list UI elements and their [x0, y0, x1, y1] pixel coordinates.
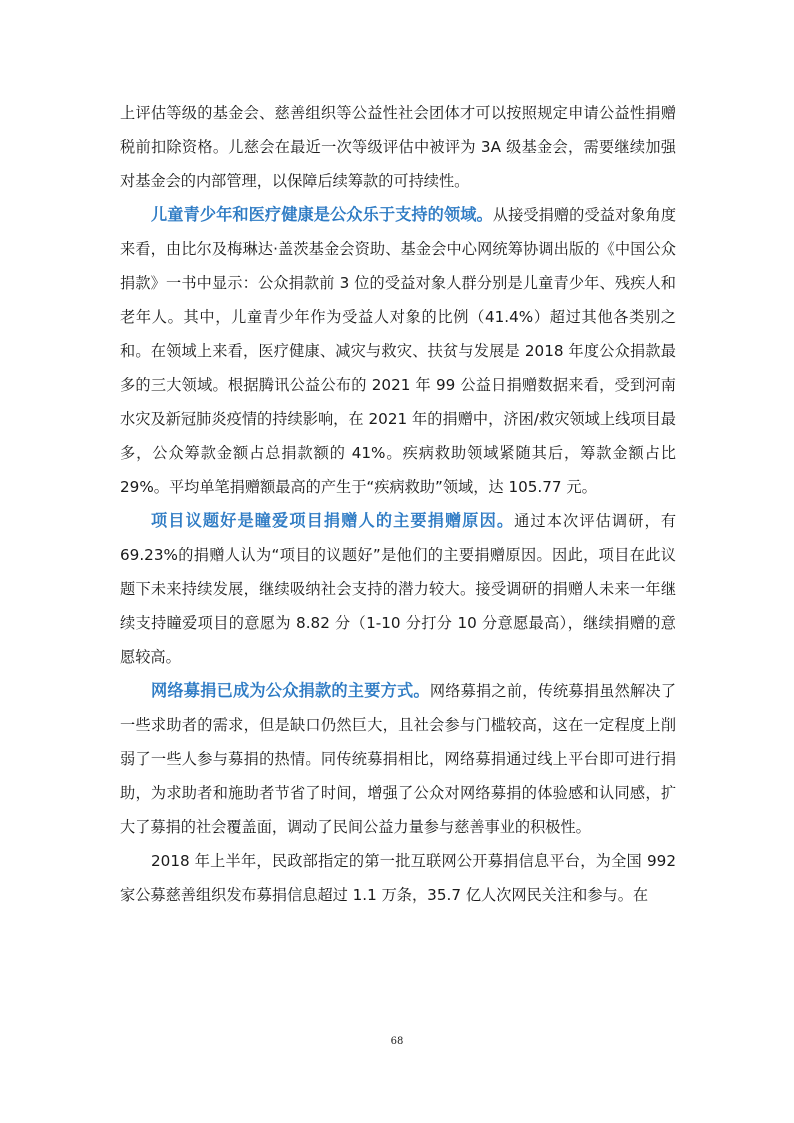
paragraph-continuation: [120, 96, 676, 198]
paragraph-beneficiary-fields: [120, 198, 676, 504]
page-number: 68: [390, 1036, 404, 1047]
paragraph-heading: 儿童青少年和医疗健康是公众乐于支持的领域。: [151, 205, 493, 224]
paragraph-text: 通过本次评估调研，有 69.23%的捐赠人认为“项目的议题好”是他们的主要捐赠原因。因此，项目在此议题下未来持续发展，继续吸纳社会支持的潜力较大。接受调研的捐赠人未来一年继续支持瞳爱项目的意愿为 8.82 分（1-10 分打分 10 分意愿最高），继续捐赠的意愿较高。: [120, 512, 677, 666]
paragraph-heading: 项目议题好是瞳爱项目捐赠人的主要捐赠原因。: [151, 511, 515, 530]
paragraph-platform-stats: [120, 844, 676, 912]
paragraph-text: 上评估等级的基金会、慈善组织等公益性社会团体才可以按照规定申请公益性捐赠税前扣除资格。儿慈会在最近一次等级评估中被评为 3A 级基金会，需要继续加强对基金会的内部管理，以保障后续筹款的可持续性。: [120, 104, 676, 190]
paragraph-text: 2018 年上半年，民政部指定的第一批互联网公开募捐信息平台，为全国 992 家公募慈善组织发布募捐信息超过 1.1 万条，35.7 亿人次网民关注和参与。在: [120, 852, 676, 904]
paragraph-text: 从接受捐赠的受益对象角度来看，由比尔及梅琳达·盖茨基金会资助、基金会中心网统筹协调出版的《中国公众捐款》一书中显示：公众捐款前 3 位的受益对象人群分别是儿童青少年、残疾人和老年人。其中，儿童青少年作为受益人对象的比例（41.4%）超过其他各类别之和。在领域上来看，医疗健康、减灾与救灾、扶贫与发展是 2018 年度公众捐款最多的三大领域。根据腾讯公益公布的 2021 年 99 公益日捐赠数据来看，受到河南水灾及新冠肺炎疫情的持续影响，在 2021 年的捐赠中，济困/救灾领域上线项目最多，公众筹款金额占总捐款额的 41%。疾病救助领域紧随其后，筹款金额占比 29%。平均单笔捐赠额最高的产生于“疾病救助”领域，达 105.77 元。: [120, 206, 677, 496]
paragraph-heading: 网络募捐已成为公众捐款的主要方式。: [151, 681, 430, 700]
paragraph-donation-reasons: [120, 504, 676, 674]
document-body: [120, 96, 676, 912]
paragraph-online-fundraising: [120, 674, 676, 844]
paragraph-text: 网络募捐之前，传统募捐虽然解决了一些求助者的需求，但是缺口仍然巨大，且社会参与门槛较高，这在一定程度上削弱了一些人参与募捐的热情。同传统募捐相比，网络募捐通过线上平台即可进行捐助，为求助者和施助者节省了时间，增强了公众对网络募捐的体验感和认同感，扩大了募捐的社会覆盖面，调动了民间公益力量参与慈善事业的积极性。: [120, 682, 677, 836]
